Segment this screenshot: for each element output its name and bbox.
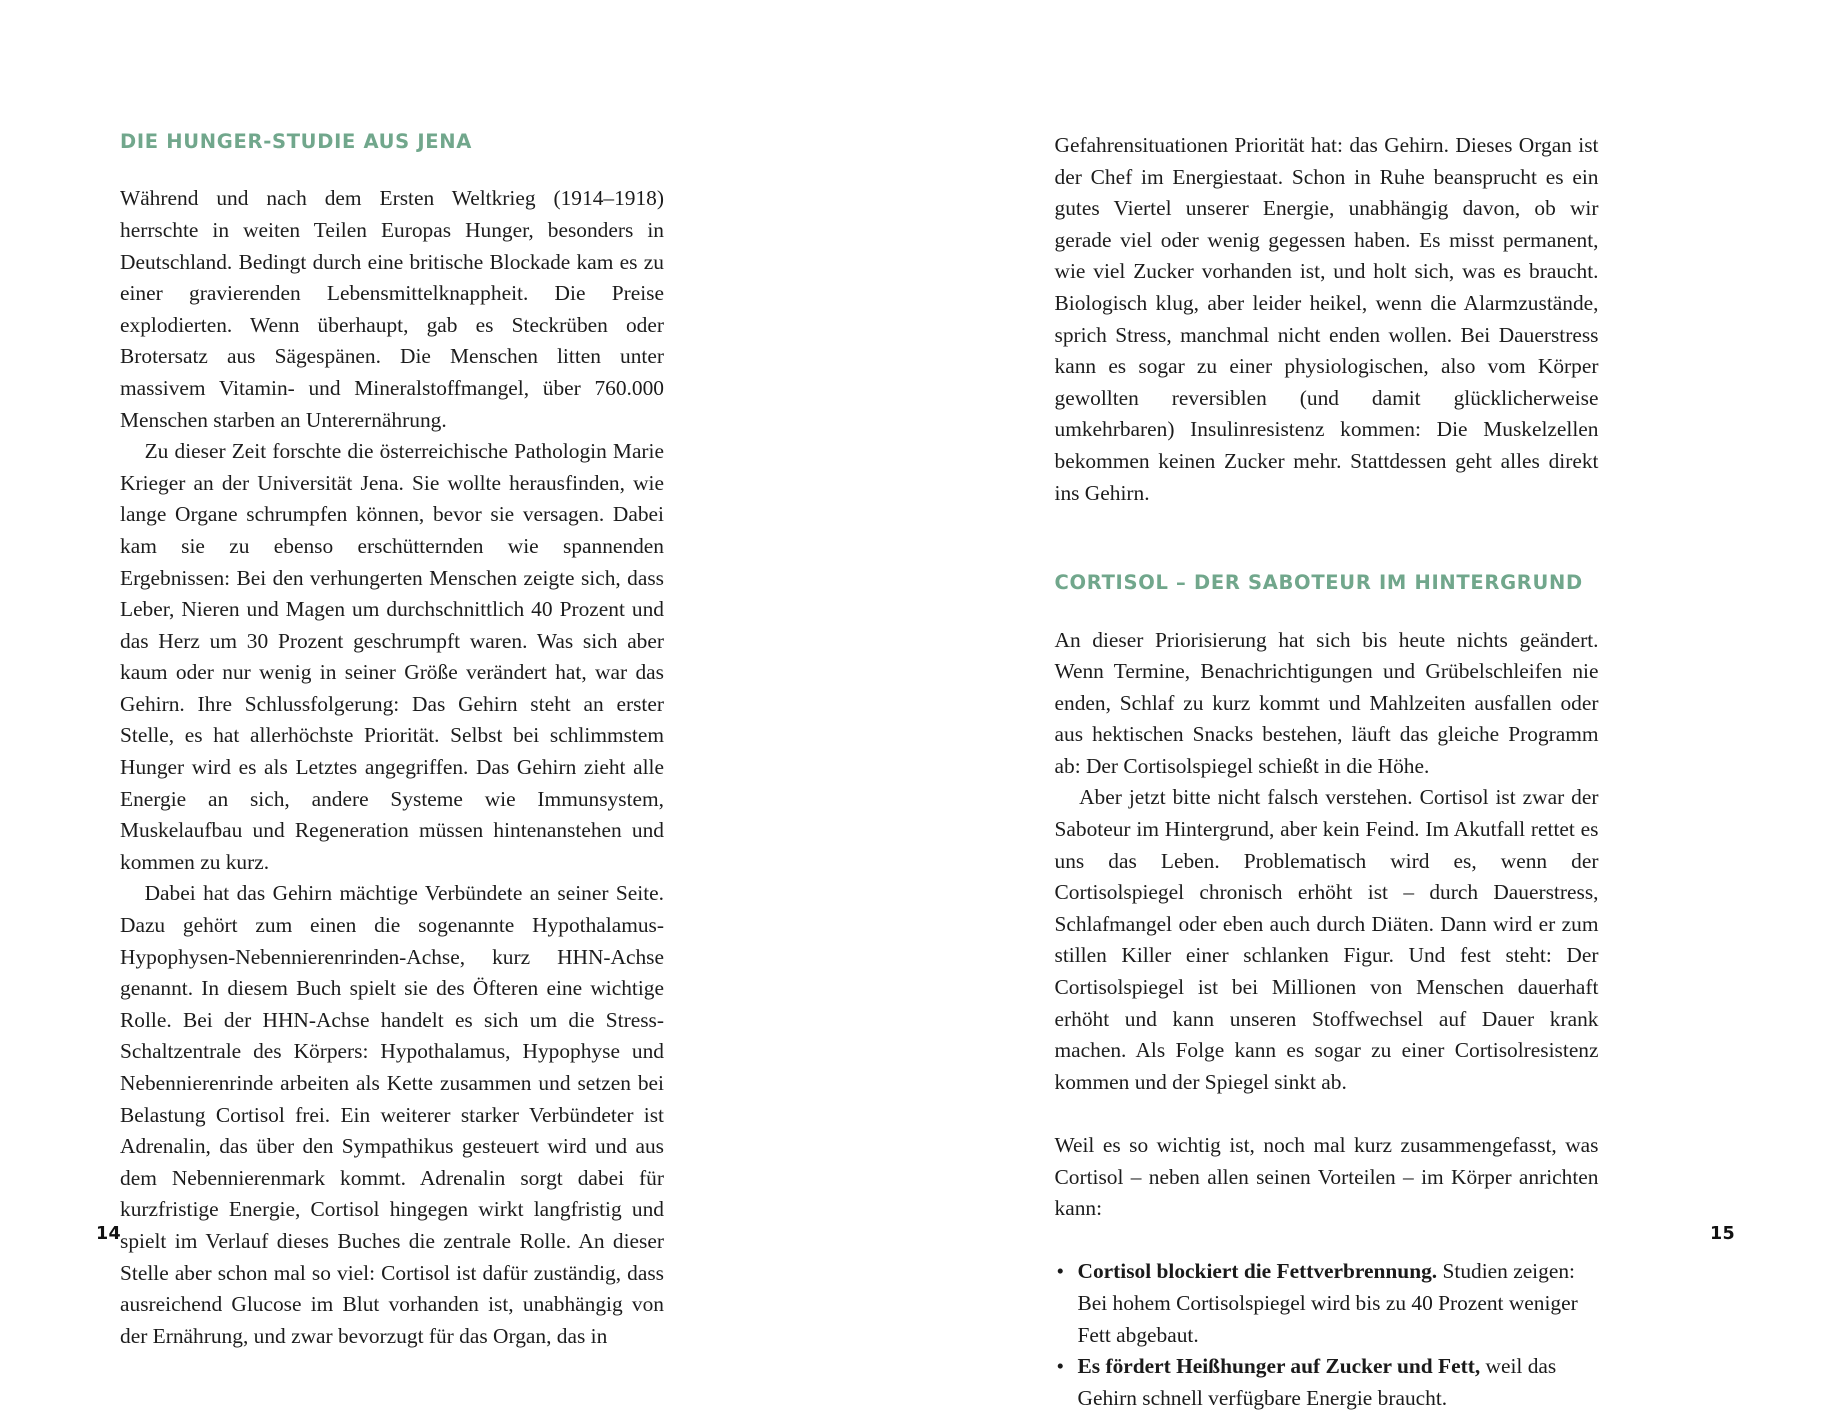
right-page-text-column	[1055, 130, 1599, 1140]
right-continued-paragraph: Gefahrensituationen Priorität hat: das Gehirn. Dieses Organ ist der Chef im Energiestaat. Schon in Ruhe beansprucht es ein gutes Viertel unserer Energie, unabhängig davon, ob wir gerade viel oder wenig gegessen haben. Es misst permanent, wie viel Zucker vorhanden ist, und holt sich, was es braucht. Biologisch klug, aber leider heikel, wenn die Alarmzustände, sprich Stress, manchmal nicht enden wollen. Bei Dauerstress kann es sogar zu einer physiologischen, also vom Körper gewollten reversiblen (und damit glücklicherweise umkehrbaren) Insulinresistenz kommen: Die Muskelzellen bekommen keinen Zucker mehr. Stattdessen geht alles direkt ins Gehirn.	[1055, 130, 1599, 509]
list-item-text: weil das Gehirn schnell verfügbare Energie braucht.	[1078, 1354, 1557, 1410]
list-item-lead: Cortisol blockiert die Fettverbrennung.	[1078, 1259, 1438, 1283]
cortisol-effects-list	[1055, 1256, 1599, 1414]
list-item-lead: Es fördert Heißhunger auf Zucker und Fett,	[1078, 1354, 1481, 1378]
right-paragraph-3: Weil es so wichtig ist, noch mal kurz zusammengefasst, was Cortisol – neben allen seinen Vorteilen – im Körper anrichten kann:	[1055, 1130, 1599, 1225]
left-paragraph-2: Zu dieser Zeit forschte die österreichische Pathologin Marie Krieger an der Universität Jena. Sie wollte herausfinden, wie lange Organe schrumpfen können, bevor sie versagen. Dabei kam sie zu ebenso erschütternden wie spannenden Ergebnissen: Bei den verhungerten Menschen zeigte sich, dass Leber, Nieren und Magen um durchschnittlich 40 Prozent und das Herz um 30 Prozent geschrumpft waren. Was sich aber kaum oder nur wenig in seiner Größe verändert hat, war das Gehirn. Ihre Schlussfolgerung: Das Gehirn steht an erster Stelle, es hat allerhöchste Priorität. Selbst bei schlimmstem Hunger wird es als Letztes angegriffen. Das Gehirn zieht alle Energie an sich, andere Systeme wie Immunsystem, Muskelaufbau und Regeneration müssen hintenanstehen und kommen zu kurz.	[120, 436, 664, 878]
left-page-section-heading: DIE HUNGER-STUDIE AUS JENA	[120, 130, 664, 153]
left-page	[0, 0, 916, 1299]
left-paragraph-3: Dabei hat das Gehirn mächtige Verbündete an seiner Seite. Dazu gehört zum einen die sogenannte Hypothalamus-Hypophysen-Nebennierenrinden-Achse, kurz HHN-Achse genannt. In diesem Buch spielt sie des Öfteren eine wichtige Rolle. Bei der HHN-Achse handelt es sich um die Stress-Schaltzentrale des Körpers: Hypothalamus, Hypophyse und Nebennierenrinde arbeiten als Kette zusammen und setzen bei Belastung Cortisol frei. Ein weiterer starker Verbündeter ist Adrenalin, das über den Sympathikus gesteuert wird und aus dem Nebennierenmark kommt. Adrenalin sorgt dabei für kurzfristige Energie, Cortisol hingegen wirkt langfristig und spielt im Verlauf dieses Buches die zentrale Rolle. An dieser Stelle aber schon mal so viel: Cortisol ist dafür zuständig, dass ausreichend Glucose im Blut vorhanden ist, unabhängig von der Ernährung, und zwar bevorzugt für das Organ, das in	[120, 878, 664, 1352]
right-page-section-heading: CORTISOL – DER SABOTEUR IM HINTERGRUND	[1055, 571, 1599, 594]
bullet-point-icon: •	[1057, 1256, 1065, 1288]
list-item	[1055, 1351, 1599, 1414]
folio-right: 15	[1710, 1224, 1735, 1244]
right-paragraph-2: Aber jetzt bitte nicht falsch verstehen. Cortisol ist zwar der Saboteur im Hintergrund, aber kein Feind. Im Akutfall rettet es uns das Leben. Problematisch wird es, wenn der Cortisolspiegel chronisch erhöht ist – durch Dauerstress, Schlafmangel oder eben auch durch Diäten. Dann wird er zum stillen Killer einer schlanken Figur. Und fest steht: Der Cortisolspiegel ist bei Millionen von Menschen dauerhaft erhöht und kann unseren Stoffwechsel auf Dauer krank machen. Als Folge kann es sogar zu einer Cortisolresistenz kommen und der Spiegel sinkt ab.	[1055, 782, 1599, 1098]
list-item	[1055, 1256, 1599, 1351]
left-page-text-column	[120, 130, 664, 1140]
bullet-point-icon: •	[1057, 1351, 1065, 1383]
list-item-text: Studien zeigen: Bei hohem Cortisolspiegel wird bis zu 40 Prozent weniger Fett abgebaut.	[1078, 1259, 1578, 1346]
left-paragraph-1: Während und nach dem Ersten Weltkrieg (1914–1918) herrschte in weiten Teilen Europas Hunger, besonders in Deutschland. Bedingt durch eine britische Blockade kam es zu einer gravierenden Lebensmittelknappheit. Die Preise explodierten. Wenn überhaupt, gab es Steckrüben oder Brotersatz aus Sägespänen. Die Menschen litten unter massivem Vitamin- und Mineralstoffmangel, über 760.000 Menschen starben an Unterernährung.	[120, 183, 664, 436]
right-page	[916, 0, 1831, 1299]
right-paragraph-1: An dieser Priorisierung hat sich bis heute nichts geändert. Wenn Termine, Benachrichtigungen und Grübelschleifen nie enden, Schlaf zu kurz kommt und Mahlzeiten ausfallen oder aus hektischen Snacks bestehen, läuft das gleiche Programm ab: Der Cortisolspiegel schießt in die Höhe.	[1055, 625, 1599, 783]
folio-left: 14	[96, 1224, 121, 1244]
